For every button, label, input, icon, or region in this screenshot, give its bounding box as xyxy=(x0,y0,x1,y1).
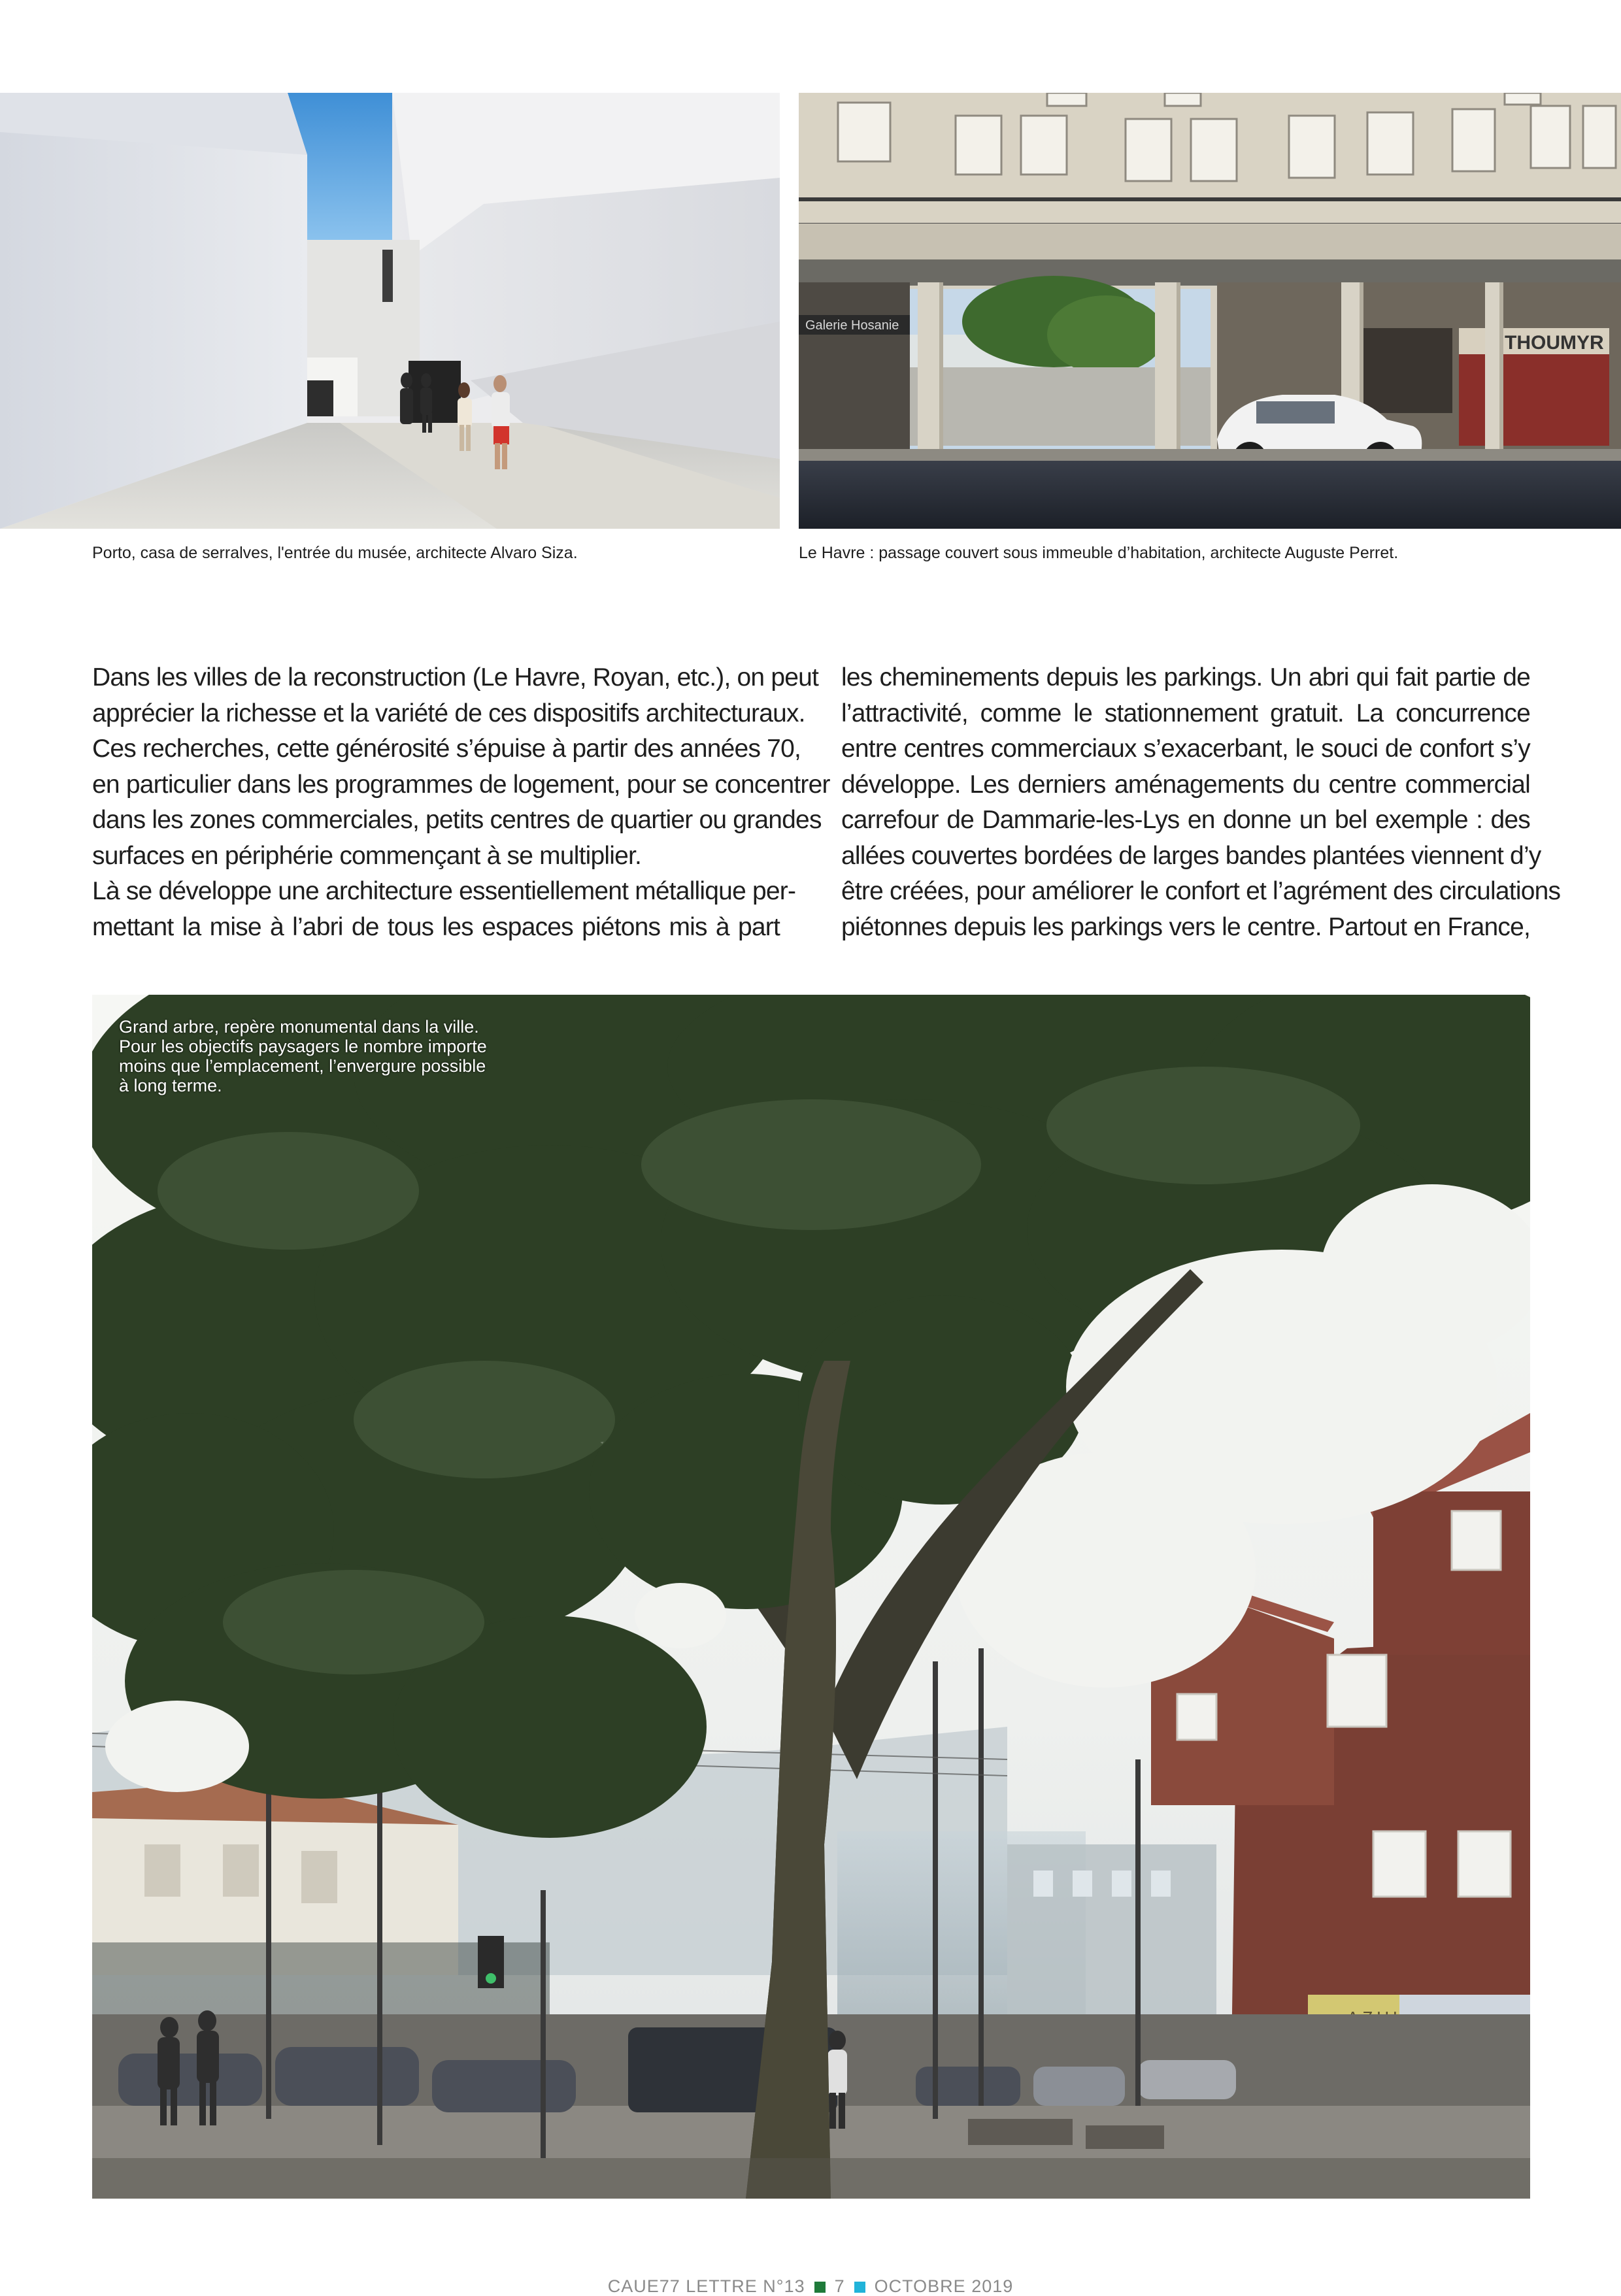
le-havre-image xyxy=(799,93,1621,529)
photo-le-havre-perret xyxy=(799,93,1621,529)
issue-date: OCTOBRE 2019 xyxy=(874,2276,1014,2296)
page-footer xyxy=(0,2276,1621,2296)
photo-porto-museum xyxy=(0,93,780,529)
article-line: Ces recherches, cette générosité s’épuise à partir des années 70, xyxy=(92,735,801,763)
article-line: développe. Les derniers aménagements du centre commercial xyxy=(841,770,1530,799)
caption-porto: Porto, casa de serralves, l'entrée du musée, architecte Alvaro Siza. xyxy=(92,544,578,562)
article-line: apprécier la richesse et la variété de ces dispositifs architecturaux. xyxy=(92,699,805,727)
caption-big-tree xyxy=(119,1017,563,1095)
caption-line: Grand arbre, repère monumental dans la ville. xyxy=(119,1017,479,1037)
article-line: dans les zones commerciales, petits centres de quartier ou grandes xyxy=(92,806,822,834)
article-line: allées couvertes bordées de larges bandes plantées viennent d’y xyxy=(841,841,1541,870)
article-line: carrefour de Dammarie-les-Lys en donne un bel exemple : des xyxy=(841,806,1530,834)
porto-museum-image xyxy=(0,93,780,529)
article-line: les cheminements depuis les parkings. Un abri qui fait partie de xyxy=(841,663,1530,691)
article-line: entre centres commerciaux s’exacerbant, le souci de confort s’y xyxy=(841,735,1530,763)
article-line: l’attractivité, comme le stationnement gratuit. La concurrence xyxy=(841,699,1530,727)
havre-shop-sign-left: Galerie Hosanie xyxy=(805,318,899,333)
article-column-right xyxy=(841,660,1561,945)
caption-line: moins que l’emplacement, l’envergure possible xyxy=(119,1056,486,1076)
publication-name: CAUE77 LETTRE N°13 xyxy=(607,2276,805,2296)
caption-line: Pour les objectifs paysagers le nombre importe xyxy=(119,1037,487,1056)
article-line: mettant la mise à l’abri de tous les espaces piétons mis à part xyxy=(92,912,780,941)
article-line: en particulier dans les programmes de logement, pour se concentrer xyxy=(92,770,830,799)
article-line: piétonnes depuis les parkings vers le centre. Partout en France, xyxy=(841,912,1530,941)
caption-line: à long terme. xyxy=(119,1076,222,1095)
cyan-square-icon xyxy=(854,2282,865,2293)
photo-big-tree xyxy=(92,995,1530,2199)
article-column-left xyxy=(92,660,830,945)
green-square-icon xyxy=(814,2282,826,2293)
caption-le-havre: Le Havre : passage couvert sous immeuble d’habitation, architecte Auguste Perret. xyxy=(799,544,1399,562)
article-line: surfaces en périphérie commençant à se multiplier. xyxy=(92,841,642,870)
article-line: Dans les villes de la reconstruction (Le Havre, Royan, etc.), on peut xyxy=(92,663,819,691)
article-line: Là se développe une architecture essentiellement métallique per- xyxy=(92,877,796,905)
article-line: être créées, pour améliorer le confort et l’agrément des circulations xyxy=(841,877,1561,905)
big-tree-image xyxy=(92,995,1530,2199)
page-number: 7 xyxy=(834,2276,845,2296)
havre-shop-sign-right: THOUMYR xyxy=(1505,332,1604,354)
